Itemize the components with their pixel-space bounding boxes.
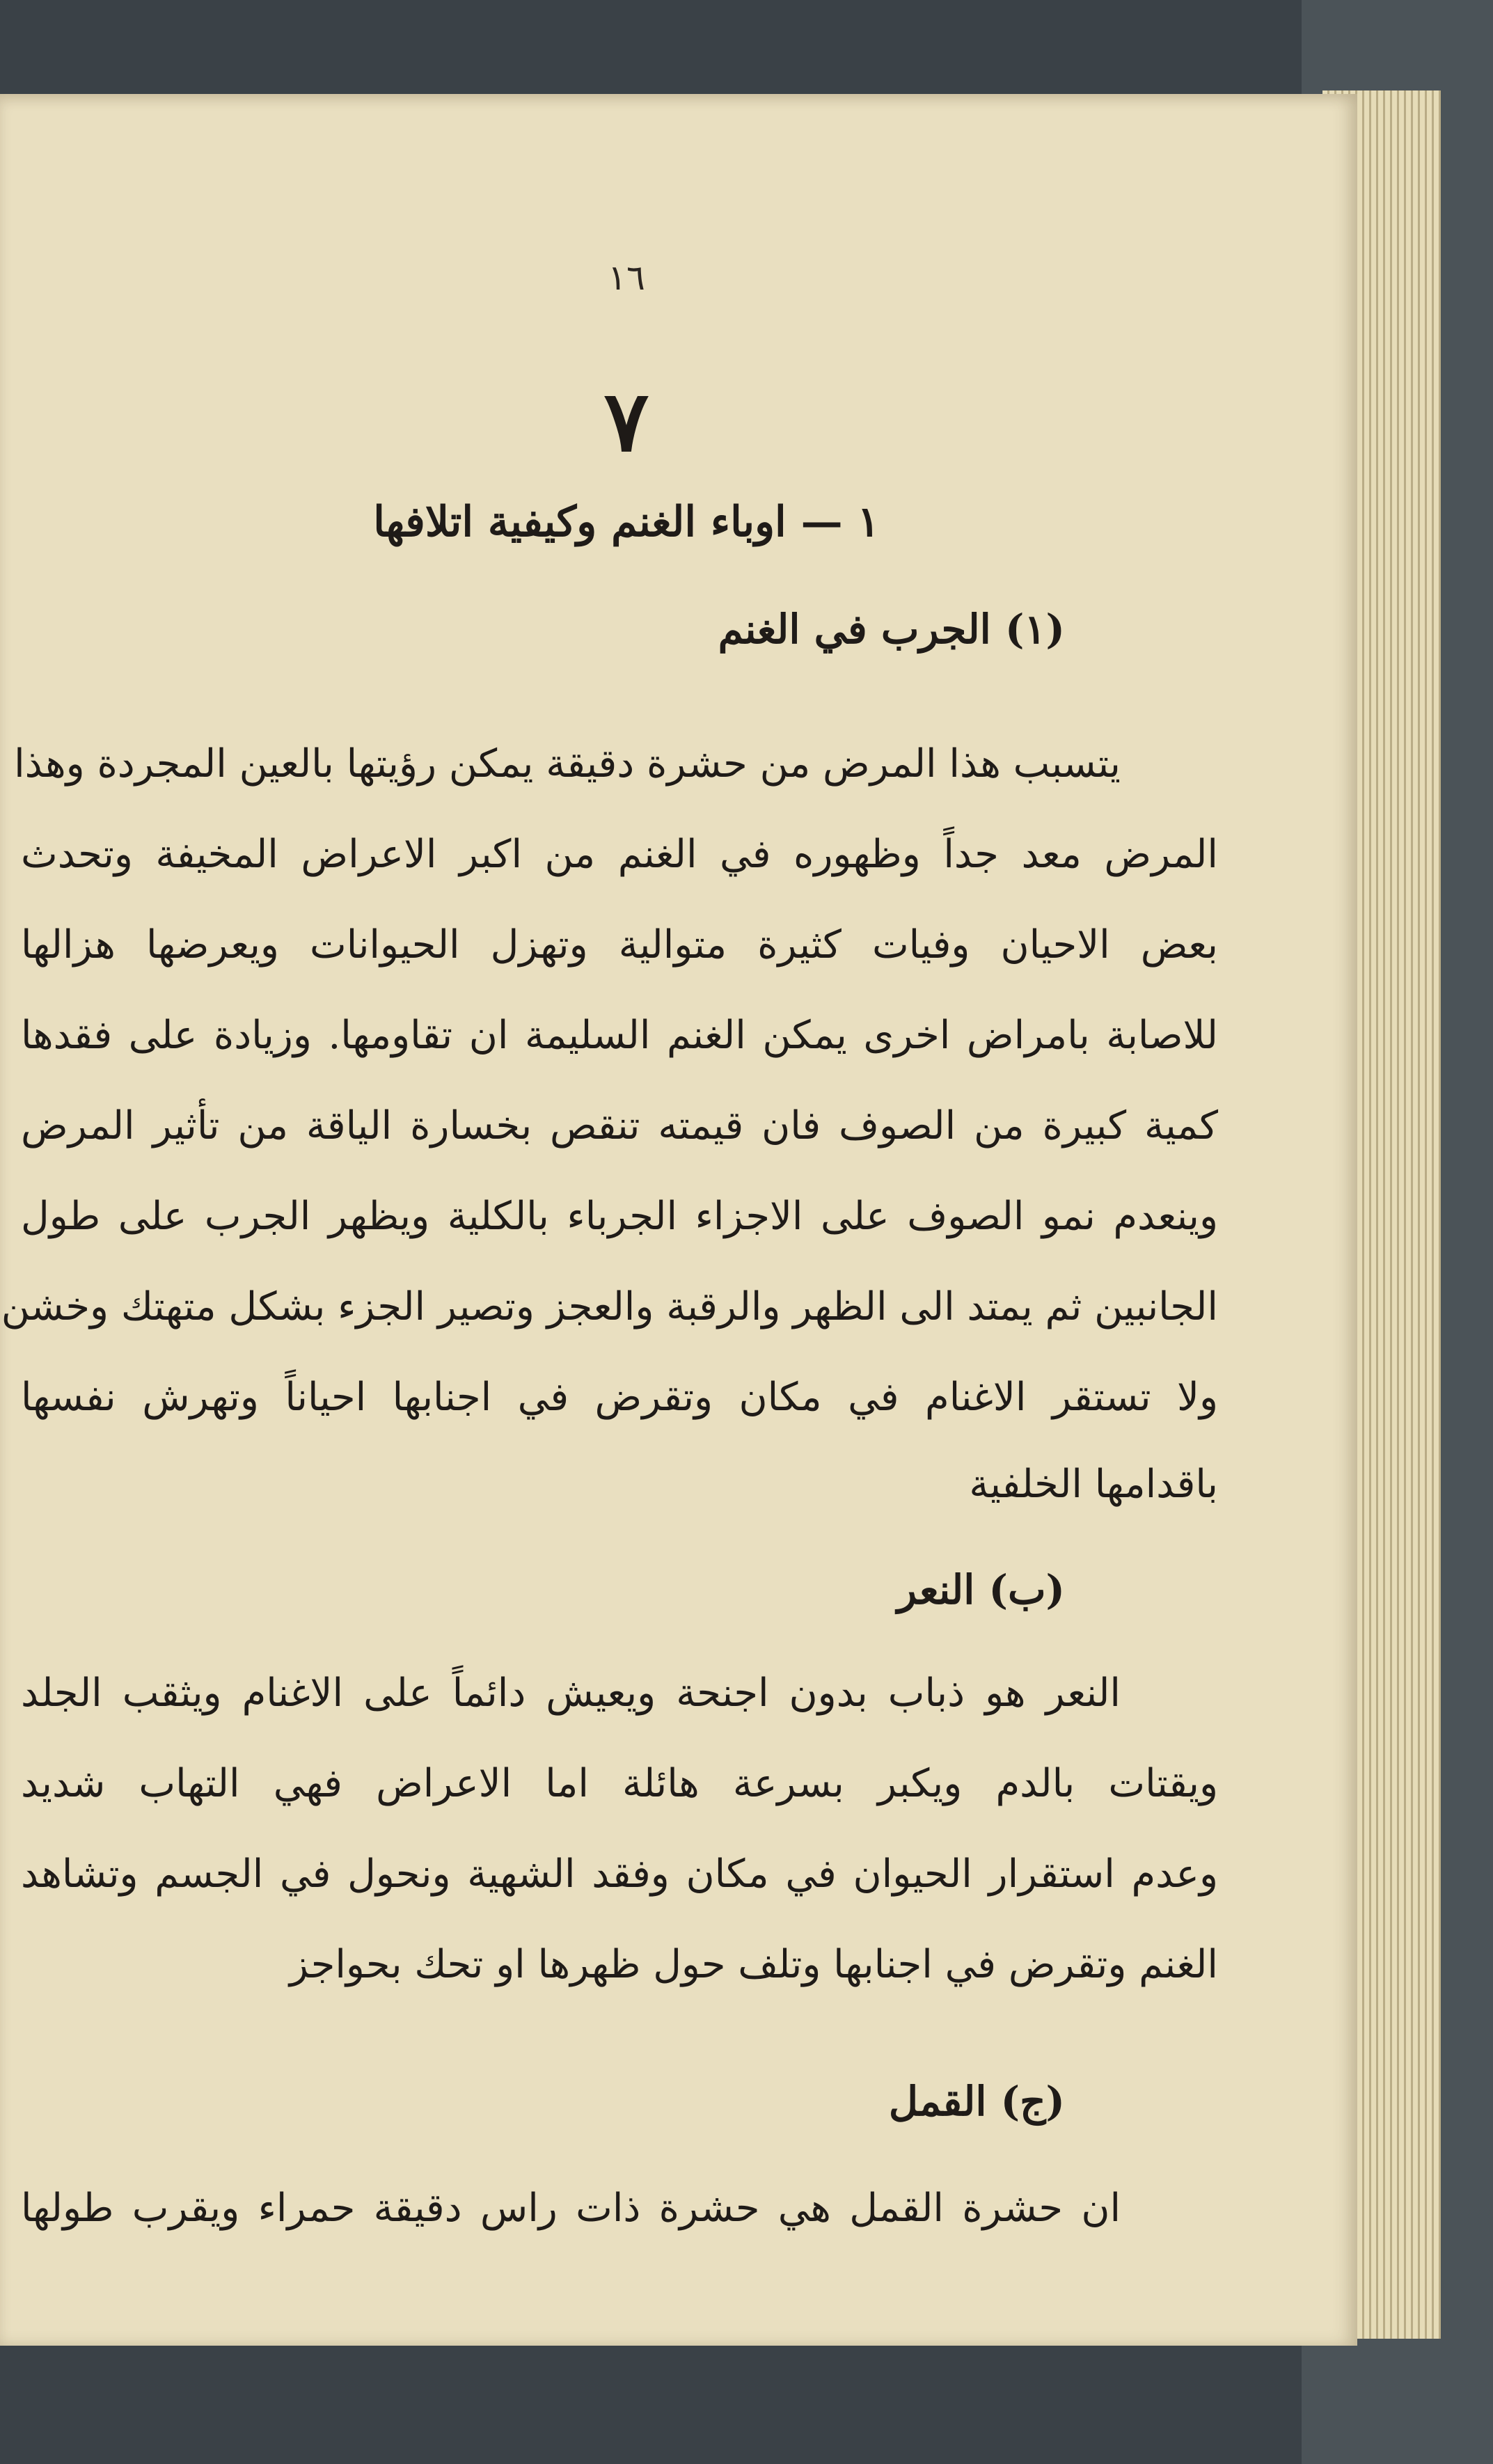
text-line: وعدم استقرار الحيوان في مكان وفقد الشهية ونحول في الجسم وتشاهد (21, 1851, 1218, 1897)
text-line: المرض معد جداً وظهوره في الغنم من اكبر الاعراض المخيفة وتحدث (21, 832, 1218, 877)
text-line: بعض الاحيان وفيات كثيرة متوالية وتهزل الحيوانات ويعرضها هزالها (21, 922, 1218, 968)
text-line: للاصابة بامراض اخرى يمكن الغنم السليمة ان تقاومها. وزيادة على فقدها (21, 1013, 1218, 1058)
text-line: الجانبين ثم يمتد الى الظهر والرقبة والعجز وتصير الجزء بشكل متهتك وخشن (1, 1284, 1218, 1329)
subheading-lice: (ج) القمل (888, 2078, 1065, 2125)
page-number: ١٦ (608, 258, 645, 298)
subheading-keds: (ب) النعر (897, 1566, 1065, 1613)
section-title: ١ — اوباء الغنم وكيفية اتلافها (373, 498, 880, 546)
text-line: كمية كبيرة من الصوف فان قيمته تنقص بخسارة الياقة من تأثير المرض (21, 1103, 1218, 1148)
text-line: النعر هو ذباب بدون اجنحة ويعيش دائماً على الاغنام ويثقب الجلد (21, 1671, 1121, 1716)
text-line: ولا تستقر الاغنام في مكان وتقرض في اجنابها احياناً وتهرش نفسها (21, 1375, 1218, 1420)
text-line: يتسبب هذا المرض من حشرة دقيقة يمكن رؤيتها بالعين المجردة وهذا (14, 741, 1121, 787)
text-line: الغنم وتقرض في اجنابها وتلف حول ظهرها او تحك بحواجز (289, 1942, 1218, 1987)
text-line: باقدامها الخلفية (969, 1462, 1218, 1507)
subheading-scabies: (١) الجرب في الغنم (718, 606, 1065, 653)
text-line: ان حشرة القمل هي حشرة ذات راس دقيقة حمراء ويقرب طولها (21, 2186, 1121, 2231)
text-line: ويقتات بالدم ويكبر بسرعة هائلة اما الاعراض فهي التهاب شديد (21, 1761, 1218, 1806)
text-line: وينعدم نمو الصوف على الاجزاء الجرباء بالكلية ويظهر الجرب على طول (21, 1194, 1218, 1239)
book-page (0, 94, 1357, 2346)
chapter-number: ٧ (603, 372, 649, 471)
